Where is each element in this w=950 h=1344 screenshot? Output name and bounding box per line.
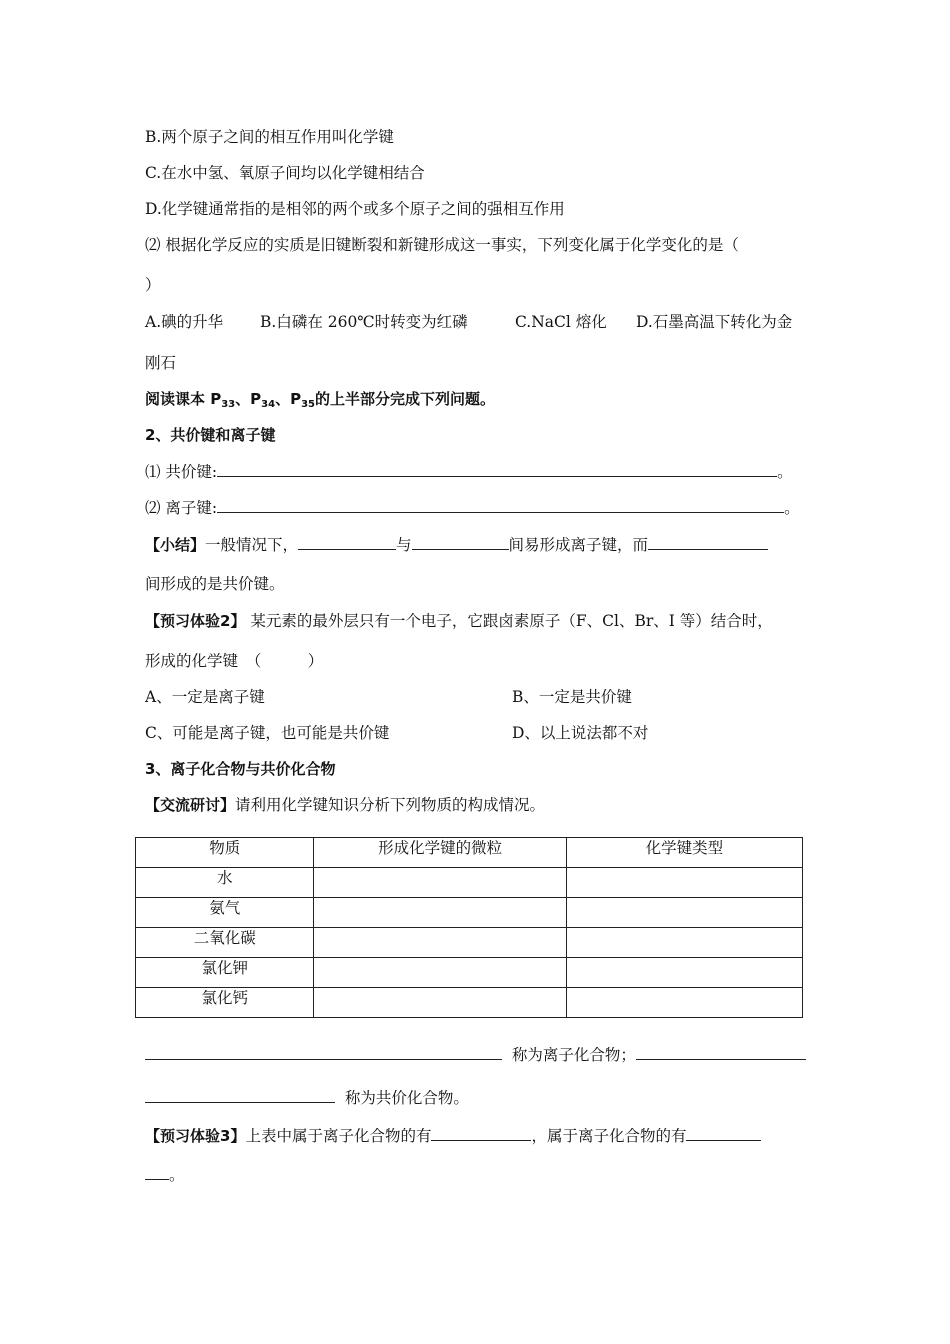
- preview-2-stem-2: 形成的化学键 （ ）: [145, 652, 324, 670]
- covalent-blank[interactable]: [217, 462, 777, 477]
- bond-type-cell[interactable]: [566, 898, 802, 928]
- discussion-prompt: [145, 795, 545, 815]
- discussion-text: 请利用化学键知识分析下列物质的构成情况。: [235, 796, 546, 814]
- preview-2-tag: 【预习体验2】: [145, 612, 246, 630]
- question-2-options: [145, 312, 792, 332]
- ionic-bond-line: [145, 498, 800, 518]
- ionic-label: ⑵ 离子键:: [145, 499, 218, 517]
- summary-text-2: 与: [396, 536, 412, 554]
- summary-text-1: 一般情况下，: [205, 536, 299, 554]
- preview-3-text-1: 上表中属于离子化合物的有: [245, 1127, 432, 1145]
- option-c: C.在水中氢、氧原子间均以化学键相结合: [145, 164, 425, 182]
- header-bond-type: 化学键类型: [566, 838, 802, 868]
- reading-pre: 阅读课本 P: [145, 390, 222, 408]
- ionic-blank[interactable]: [217, 498, 784, 513]
- preview-2-options-row-2: [145, 723, 648, 743]
- question-2-close-paren: ）: [145, 276, 161, 294]
- page-34: 34: [261, 399, 276, 410]
- summary-blank-2[interactable]: [412, 535, 509, 550]
- covalent-definition-blank-2[interactable]: [145, 1088, 335, 1103]
- preview-2-text: 某元素的最外层只有一个电子，它跟卤素原子（F、Cl、Br、I 等）结合时，: [245, 612, 773, 630]
- substance-cell: 氯化钙: [136, 988, 314, 1018]
- header-substance: 物质: [136, 838, 314, 868]
- particles-cell[interactable]: [314, 928, 566, 958]
- covalent-bond-line: [145, 462, 793, 482]
- page-33: 33: [221, 399, 236, 410]
- preview-3-stem-2: [145, 1165, 185, 1185]
- reading-instruction: [145, 389, 495, 415]
- page-35: 35: [301, 399, 315, 410]
- table-row: [136, 988, 803, 1018]
- summary-line: [145, 535, 768, 555]
- summary-line-2: 间形成的是共价键。: [145, 575, 285, 593]
- preview-3-text-2: ，属于离子化合物的有: [531, 1127, 687, 1145]
- bond-type-cell[interactable]: [566, 958, 802, 988]
- particles-cell[interactable]: [314, 958, 566, 988]
- summary-tag: 【小结】: [145, 536, 206, 554]
- option-b: B.两个原子之间的相互作用叫化学键: [145, 128, 394, 146]
- discussion-tag: 【交流研讨】: [145, 796, 236, 814]
- preview-3-blank-2[interactable]: [686, 1126, 761, 1141]
- ionic-end: 。: [784, 499, 800, 517]
- summary-blank-3[interactable]: [648, 535, 768, 550]
- particles-cell[interactable]: [314, 988, 566, 1018]
- ionic-definition-text: 称为离子化合物；: [511, 1046, 636, 1064]
- q2-option-c: C.NaCl 熔化: [515, 313, 607, 331]
- preview-2-options-row-1: [145, 687, 632, 707]
- substance-cell: 氨气: [136, 898, 314, 928]
- header-particles: 形成化学键的微粒: [314, 838, 566, 868]
- preview-3-stem: [145, 1126, 761, 1146]
- preview-3-blank-2-continued[interactable]: [145, 1165, 169, 1180]
- substance-cell: 二氧化碳: [136, 928, 314, 958]
- q2-option-d: D.石墨高温下转化为金: [636, 313, 793, 331]
- substance-cell: 水: [136, 868, 314, 898]
- covalent-definition-text: 称为共价化合物。: [344, 1089, 469, 1107]
- table-row: [136, 928, 803, 958]
- table-row: [136, 868, 803, 898]
- ionic-definition-blank[interactable]: [145, 1045, 502, 1060]
- reading-post: 的上半部分完成下列问题。: [314, 390, 495, 408]
- option-d: D.化学键通常指的是相邻的两个或多个原子之间的强相互作用: [145, 200, 565, 218]
- preview-3-end: 。: [169, 1166, 185, 1184]
- q2-option-a: A.碘的升华: [145, 313, 224, 331]
- preview-2-option-a: A、一定是离子键: [145, 688, 265, 706]
- question-2-stem: ⑵ 根据化学反应的实质是旧键断裂和新键形成这一事实，下列变化属于化学变化的是（: [145, 236, 739, 254]
- table-row: [136, 958, 803, 988]
- bond-type-cell[interactable]: [566, 868, 802, 898]
- table-row: [136, 898, 803, 928]
- substance-cell: 氯化钾: [136, 958, 314, 988]
- table-header-row: [136, 838, 803, 868]
- q2-option-b: B.白磷在 260℃时转变为红磷: [260, 313, 468, 331]
- bond-type-cell[interactable]: [566, 988, 802, 1018]
- ionic-compound-definition: [145, 1045, 806, 1065]
- covalent-compound-definition: [145, 1088, 469, 1108]
- summary-blank-1[interactable]: [298, 535, 396, 550]
- q2-option-d-continued: 刚石: [145, 354, 177, 372]
- covalent-label: ⑴ 共价键:: [145, 463, 218, 481]
- reading-sep1: 、P: [235, 390, 262, 408]
- preview-3-tag: 【预习体验3】: [145, 1127, 246, 1145]
- particles-cell[interactable]: [314, 868, 566, 898]
- section-3-heading: 3、离子化合物与共价化合物: [145, 760, 336, 778]
- compound-table: [135, 837, 803, 1018]
- bond-type-cell[interactable]: [566, 928, 802, 958]
- preview-2-stem: [145, 611, 773, 631]
- summary-text-3: 间易形成离子键，而: [508, 536, 649, 554]
- preview-3-blank-1[interactable]: [431, 1126, 531, 1141]
- section-2-heading: 2、共价键和离子键: [145, 426, 276, 444]
- preview-2-option-b: B、一定是共价键: [512, 688, 632, 706]
- particles-cell[interactable]: [314, 898, 566, 928]
- covalent-definition-blank-1[interactable]: [636, 1045, 806, 1060]
- reading-sep2: 、P: [275, 390, 302, 408]
- preview-2-option-c: C、可能是离子键，也可能是共价键: [145, 724, 390, 742]
- preview-2-option-d: D、以上说法都不对: [512, 724, 649, 742]
- covalent-end: 。: [777, 463, 793, 481]
